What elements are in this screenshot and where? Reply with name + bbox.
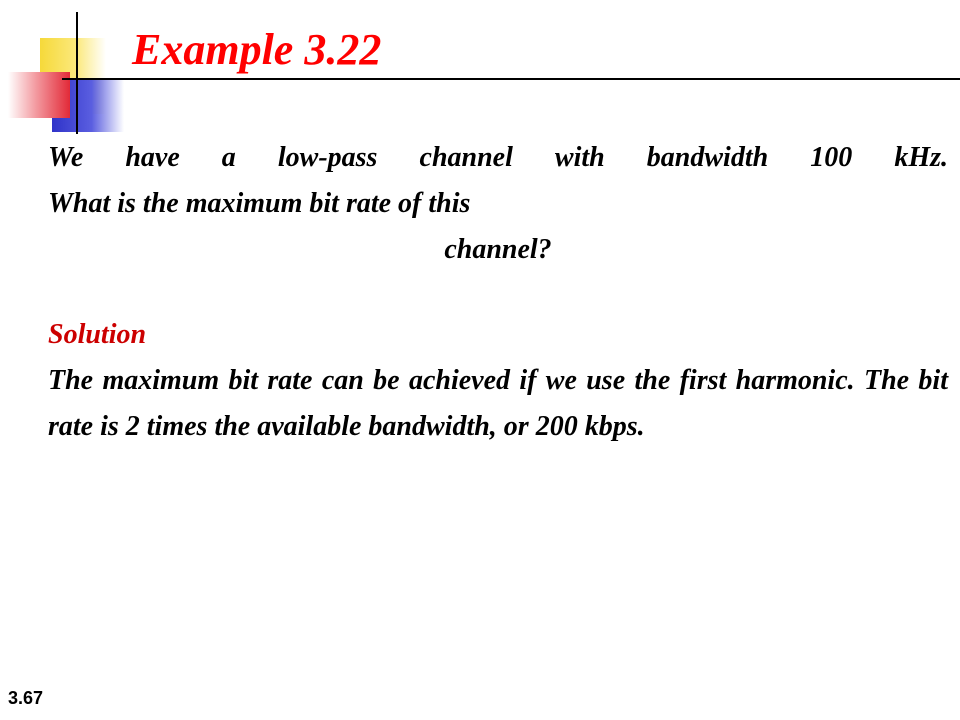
title-underline-rule [62, 78, 960, 80]
slide-title: Example 3.22 [132, 25, 382, 74]
red-accent-square [8, 72, 70, 118]
vertical-rule [76, 12, 78, 134]
question-line-3: channel? [444, 234, 552, 265]
solution-heading: Solution [48, 319, 147, 350]
question-line-1: We have a low-pass channel with bandwidth 100 kHz. [48, 142, 948, 173]
question-line-2: What is the maximum bit rate of this [48, 188, 471, 219]
page-number: 3.67 [8, 688, 44, 708]
solution-paragraph: The maximum bit rate can be achieved if we use the first harmonic. The bit rate is 2 times the available bandwidth, or 200 kbps. [48, 365, 948, 442]
